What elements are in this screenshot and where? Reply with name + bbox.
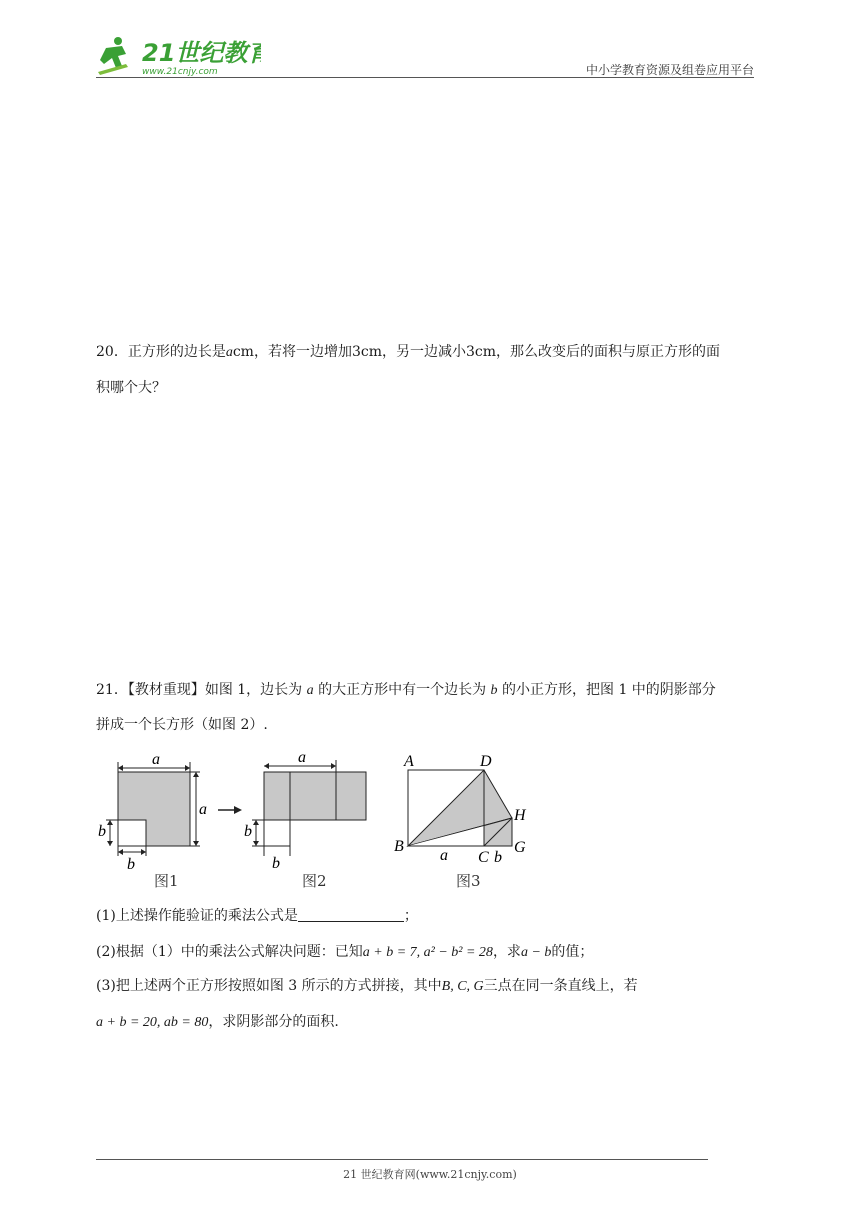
svg-text:a: a: [152, 751, 160, 768]
logo-url: www.21cnjy.com: [142, 67, 218, 77]
answer-blank[interactable]: [298, 907, 404, 922]
svg-text:a: a: [440, 847, 448, 864]
svg-text:b: b: [272, 855, 280, 872]
svg-text:A: A: [404, 753, 414, 770]
figure-2-caption: 图2: [302, 872, 327, 890]
var-a: a: [225, 345, 233, 360]
q21-part3-line2: a + b = 20, ab = 80，求阴影部分的面积.: [96, 1014, 339, 1030]
svg-text:b: b: [494, 849, 502, 866]
figure-2: [240, 748, 370, 893]
q21-part3-line1: (3)把上述两个正方形按照如图 3 所示的方式拼接，其中B, C, G三点在同一条直线上，若: [96, 978, 638, 994]
svg-text:a: a: [298, 749, 306, 766]
q20-line2: 积哪个大？: [96, 380, 166, 396]
footer-text: 21 世纪教育网(www.21cnjy.com): [343, 1168, 517, 1181]
header-platform-text: 中小学教育资源及组卷应用平台: [585, 63, 754, 77]
footer-divider: [96, 1159, 708, 1160]
svg-text:C: C: [478, 849, 489, 866]
svg-text:b: b: [98, 823, 106, 840]
q21-part1: (1)上述操作能验证的乘法公式是 ；: [96, 908, 418, 924]
svg-text:b: b: [244, 823, 252, 840]
q20-line1: 20．正方形的边长是acm，若将一边增加3cm，另一边减小3cm，那么改变后的面积与原正方形的面: [96, 344, 720, 360]
svg-text:D: D: [480, 753, 492, 770]
svg-text:B: B: [394, 838, 404, 855]
logo-text: 21世纪教育: [142, 39, 261, 67]
formula-given: a + b = 7, a² − b² = 28: [362, 945, 493, 960]
figure-1: [96, 748, 216, 893]
q20-number: 20．: [96, 344, 128, 360]
figure-3: [392, 748, 542, 893]
svg-text:G: G: [514, 839, 526, 856]
q21-line1: 21．【教材重现】如图 1，边长为 a 的大正方形中有一个边长为 b 的小正方形，把图 1 中的阴影部分: [96, 682, 716, 698]
header-divider: [96, 77, 754, 78]
runner-icon: [98, 37, 128, 75]
q21-number: 21．: [96, 682, 128, 698]
site-logo: [96, 34, 261, 78]
q21-line2: 拼成一个长方形（如图 2）.: [96, 717, 268, 733]
svg-text:a: a: [199, 801, 207, 818]
right-arrow-icon: [218, 804, 242, 816]
figure-1-caption: 图1: [154, 872, 179, 890]
svg-text:H: H: [514, 807, 526, 824]
q21-part2: (2)根据（1）中的乘法公式解决问题：已知a + b = 7, a² − b² = 28，求a − b的值；: [96, 944, 594, 960]
figure-3-caption: 图3: [456, 872, 481, 890]
svg-text:b: b: [127, 856, 135, 873]
